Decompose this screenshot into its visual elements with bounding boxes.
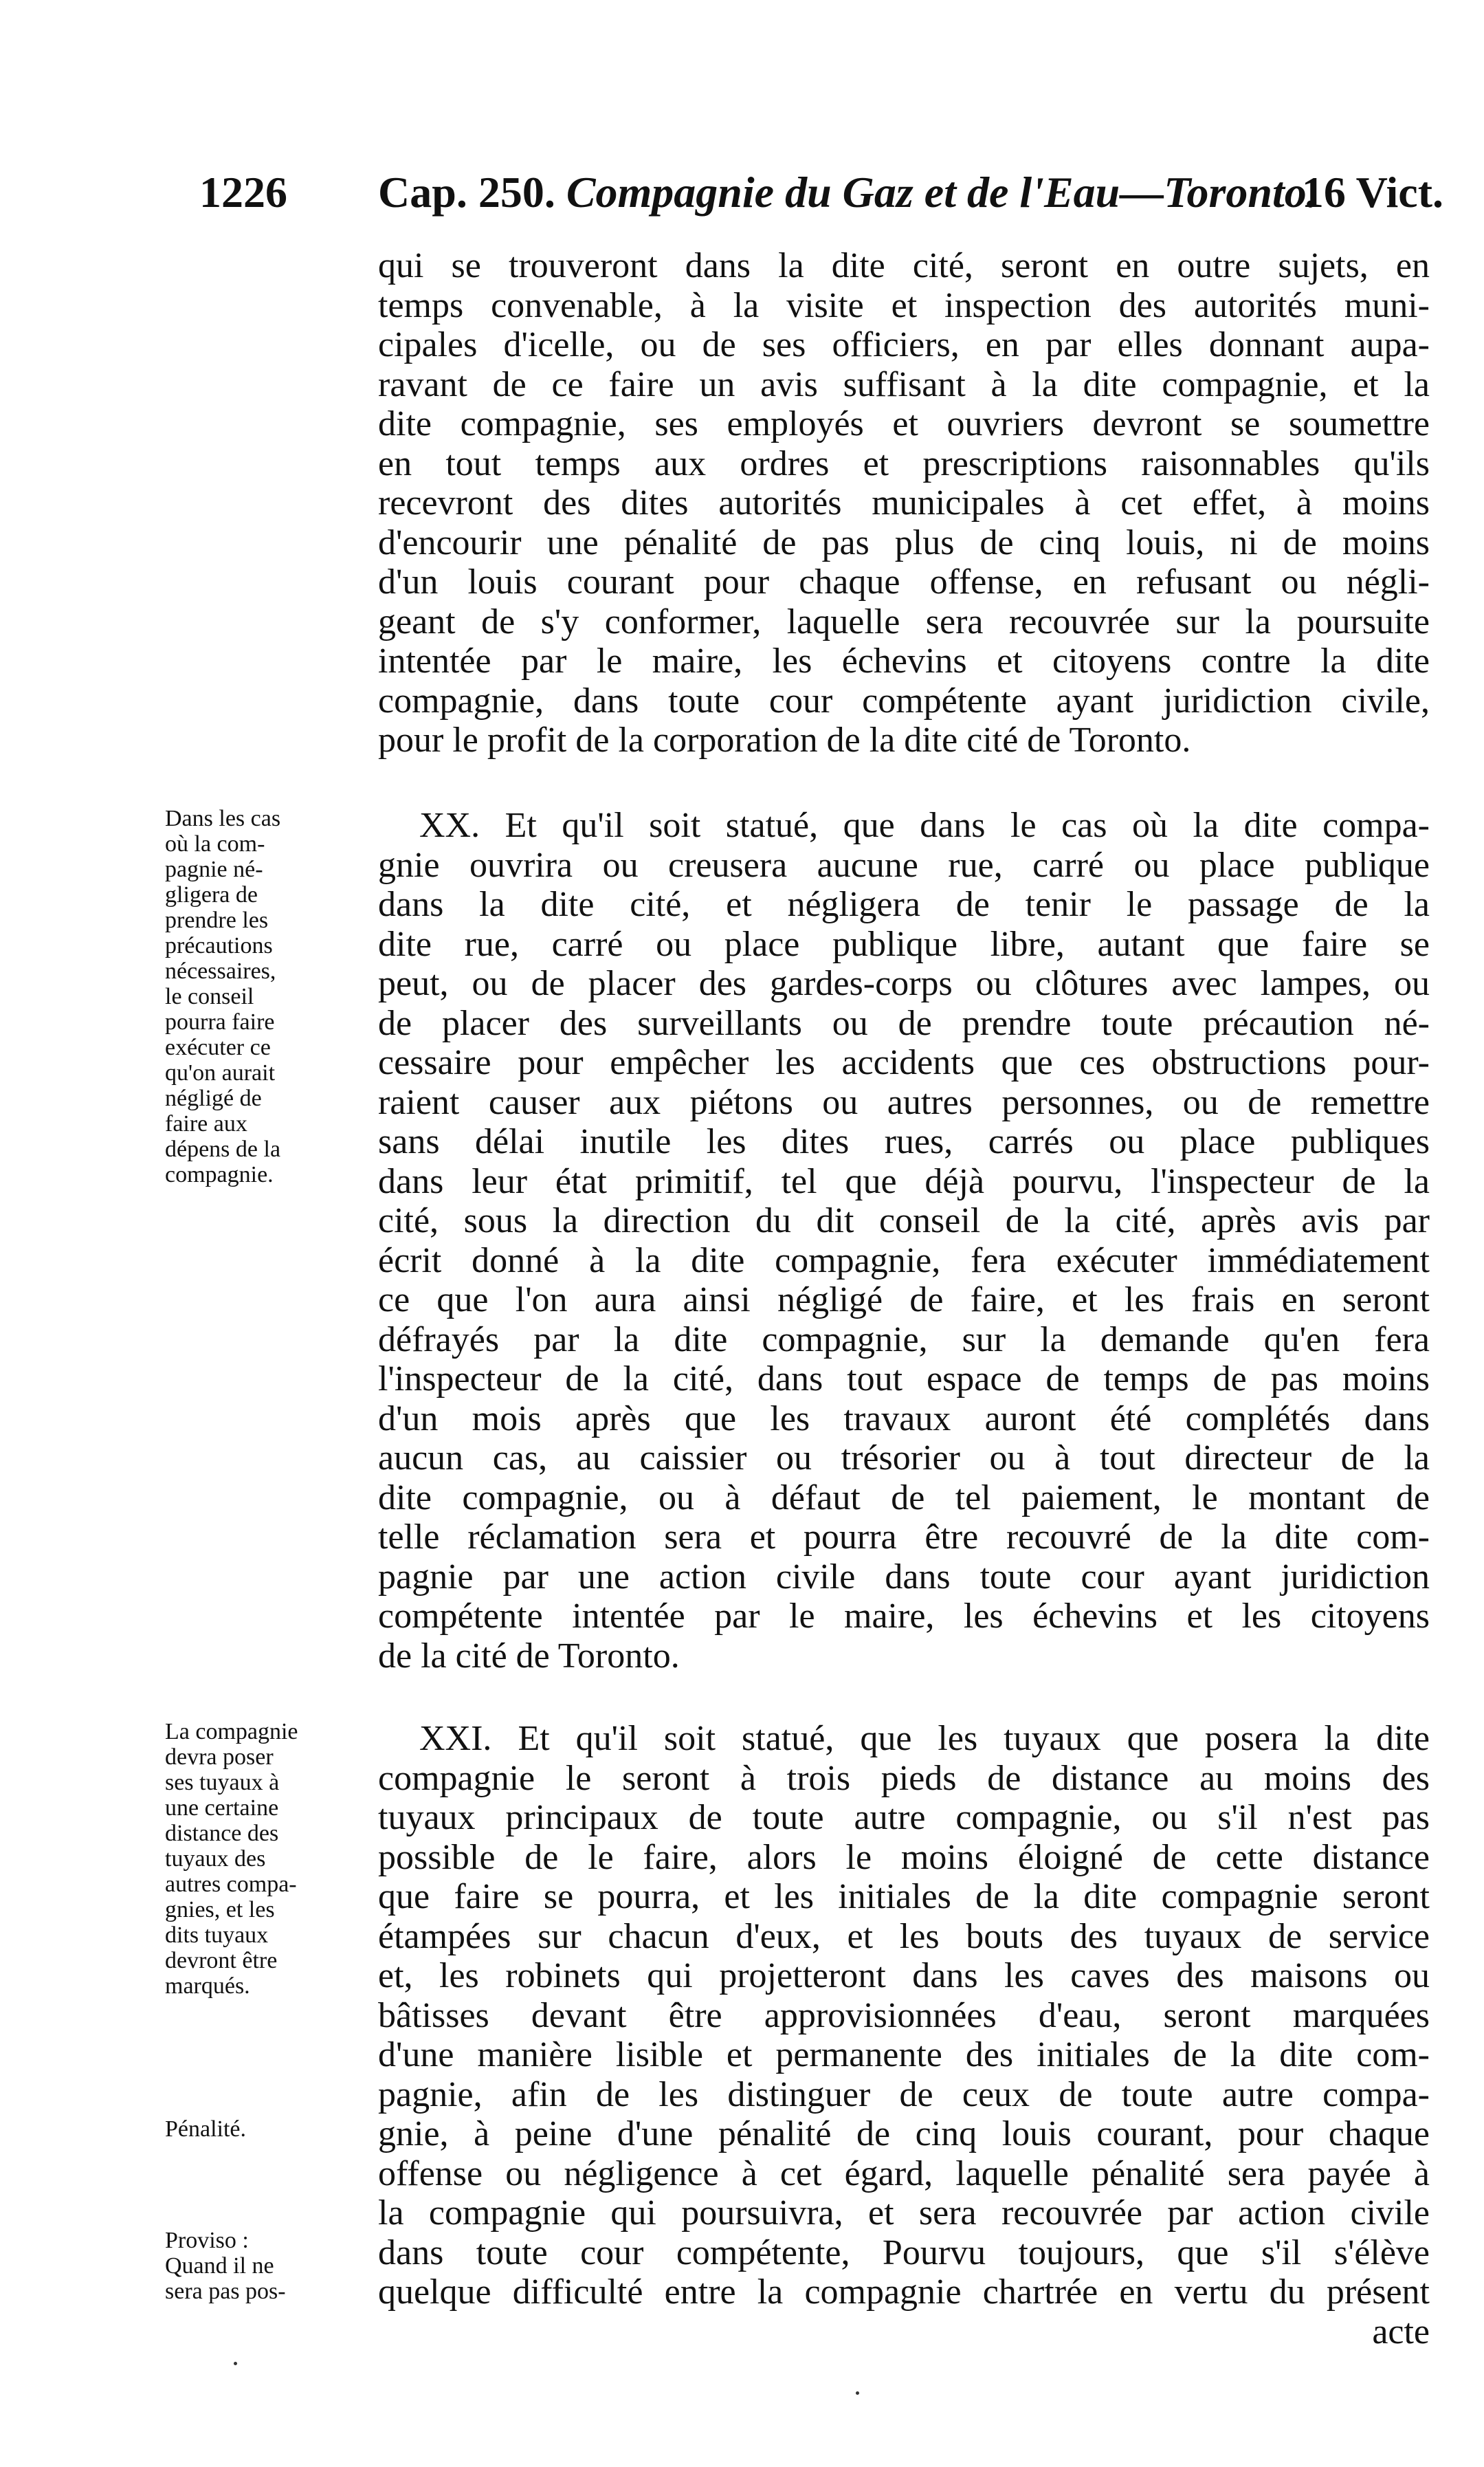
text-line: dans leur état primitif, tel que déjà pourvu, l'inspecteur de la — [378, 1161, 1430, 1201]
text-line: gnie ouvrira ou creusera aucune rue, carré ou place publique — [378, 845, 1430, 885]
text-line: sans délai inutile les dites rues, carrés ou place publiques — [378, 1122, 1430, 1161]
page-number: 1226 — [199, 168, 287, 217]
note-line: qu'on aurait — [165, 1060, 276, 1086]
note-line: dépens de la — [165, 1137, 281, 1162]
reign-label: 16 Vict. — [1301, 168, 1443, 217]
text-line: de placer des surveillants ou de prendre toute précaution né- — [378, 1003, 1430, 1043]
text-line: ravant de ce faire un avis suffisant à la dite compagnie, et la — [378, 364, 1430, 404]
note-line: où la com- — [165, 831, 265, 857]
text-line: écrit donné à la dite compagnie, fera exécuter immédiatement — [378, 1240, 1430, 1280]
text-line: qui se trouveront dans la dite cité, seront en outre sujets, en — [378, 246, 1430, 285]
text-line: aucun cas, au caissier ou trésorier ou à tout directeur de la — [378, 1438, 1430, 1478]
text-line: ce que l'on aura ainsi négligé de faire, et les frais en seront — [378, 1280, 1430, 1319]
text-line: raient causer aux piétons ou autres personnes, ou de remettre — [378, 1082, 1430, 1122]
marginal-note-xxi — [165, 1719, 364, 1999]
note-line: faire aux — [165, 1111, 247, 1137]
note-line: Proviso : — [165, 2228, 249, 2253]
text-line: recevront des dites autorités municipales à cet effet, à moins — [378, 483, 1430, 523]
note-line: tuyaux des — [165, 1846, 266, 1872]
note-line: exécuter ce — [165, 1035, 271, 1060]
penalty-note — [165, 2116, 364, 2142]
text-line: compagnie, dans toute cour compétente ayant juridiction civile, — [378, 681, 1430, 721]
note-line: gligera de — [165, 882, 258, 908]
section-number: XXI. — [419, 1719, 492, 1758]
section-xxi — [378, 1719, 1430, 2351]
text-line: dans toute cour compétente, Pourvu toujours, que s'il s'élève — [378, 2233, 1430, 2272]
note-line: Pénalité. — [165, 2116, 247, 2142]
text-line: quelque difficulté entre la compagnie chartrée en vertu du présent — [378, 2272, 1430, 2312]
text-line: intentée par le maire, les échevins et citoyens contre la dite — [378, 642, 1430, 681]
text-line: étampées sur chacun d'eux, et les bouts des tuyaux de service — [378, 1916, 1430, 1956]
note-line: autres compa- — [165, 1872, 297, 1897]
text-line: offense ou négligence à cet égard, laquelle pénalité sera payée à — [378, 2153, 1430, 2193]
text-line: et, les robinets qui projetteront dans les caves des maisons ou — [378, 1956, 1430, 1995]
text-line: pagnie par une action civile dans toute cour ayant juridiction — [378, 1557, 1430, 1597]
text-line: défrayés par la dite compagnie, sur la demande qu'en fera — [378, 1319, 1430, 1359]
note-line: ses tuyaux à — [165, 1770, 280, 1795]
text-line: tuyaux principaux de toute autre compagnie, ou s'il n'est pas — [378, 1798, 1430, 1837]
text-line: cité, sous la direction du dit conseil de la cité, après avis par — [378, 1201, 1430, 1240]
note-line: La compagnie — [165, 1719, 298, 1744]
text-line: la compagnie qui poursuivra, et sera recouvrée par action civile — [378, 2193, 1430, 2233]
text-line: que faire se pourra, et les initiales de la dite compagnie seront — [378, 1877, 1430, 1916]
note-line: devra poser — [165, 1744, 274, 1770]
note-line: Quand il ne — [165, 2253, 274, 2279]
print-speck — [234, 2362, 237, 2365]
chapter-label: Cap. 250. — [378, 168, 555, 217]
text-line: cessaire pour empêcher les accidents que ces obstructions pour- — [378, 1043, 1430, 1082]
text-line: pour le profit de la corporation de la dite cité de Toronto. — [378, 721, 1191, 760]
note-line: sera pas pos- — [165, 2279, 286, 2304]
note-line: négligé de — [165, 1086, 262, 1111]
text-line: d'un louis courant pour chaque offense, en refusant ou négli- — [378, 562, 1430, 602]
proviso-note — [165, 2228, 364, 2304]
text-line: cipales d'icelle, ou de ses officiers, en par elles donnant aupa- — [378, 325, 1430, 364]
text-span: Et qu'il soit statué, que dans le cas où la dite compa- — [505, 806, 1430, 845]
continuation-paragraph — [378, 246, 1430, 760]
note-line: Dans les cas — [165, 806, 281, 831]
note-line: nécessaires, — [165, 958, 276, 984]
text-line: geant de s'y conformer, laquelle sera recouvrée sur la poursuite — [378, 602, 1430, 642]
text-line: possible de le faire, alors le moins éloigné de cette distance — [378, 1837, 1430, 1877]
text-line: temps convenable, à la visite et inspection des autorités muni- — [378, 285, 1430, 325]
text-line: d'un mois après que les travaux auront été complétés dans — [378, 1399, 1430, 1438]
act-title: Compagnie du Gaz et de l'Eau—Toronto. — [566, 168, 1318, 217]
text-line: compagnie le seront à trois pieds de distance au moins des — [378, 1758, 1430, 1798]
text-line: dite compagnie, ou à défaut de tel paiement, le montant de — [378, 1478, 1430, 1517]
text-line: dans la dite cité, et négligera de tenir le passage de la — [378, 885, 1430, 924]
note-line: gnies, et les — [165, 1897, 275, 1922]
section-number: XX. — [419, 806, 480, 845]
text-line: bâtisses devant être approvisionnées d'eau, seront marquées — [378, 1995, 1430, 2035]
running-header — [199, 165, 1443, 220]
note-line: compagnie. — [165, 1162, 274, 1187]
text-line: compétente intentée par le maire, les échevins et les citoyens — [378, 1597, 1430, 1636]
note-line: distance des — [165, 1821, 279, 1846]
note-line: pourra faire — [165, 1009, 275, 1035]
text-line: d'encourir une pénalité de pas plus de cinq louis, ni de moins — [378, 523, 1430, 562]
text-line: gnie, à peine d'une pénalité de cinq louis courant, pour chaque — [378, 2114, 1430, 2153]
note-line: devront être — [165, 1948, 278, 1973]
note-line: marqués. — [165, 1973, 250, 1999]
text-line: pagnie, afin de les distinguer de ceux de toute autre compa- — [378, 2074, 1430, 2114]
running-title — [378, 165, 1318, 220]
note-line: dits tuyaux — [165, 1922, 269, 1948]
text-line: d'une manière lisible et permanente des initiales de la dite com- — [378, 2035, 1430, 2074]
text-line: peut, ou de placer des gardes-corps ou clôtures avec lampes, ou — [378, 964, 1430, 1003]
print-speck — [856, 2391, 859, 2395]
note-line: pagnie né- — [165, 857, 263, 882]
note-line: une certaine — [165, 1795, 279, 1821]
text-line: telle réclamation sera et pourra être recouvré de la dite com- — [378, 1517, 1430, 1557]
text-line: de la cité de Toronto. — [378, 1636, 680, 1676]
catchword: acte — [1372, 2312, 1430, 2351]
text-span: Et qu'il soit statué, que les tuyaux que posera la dite — [518, 1719, 1430, 1758]
section-xx — [378, 806, 1430, 1676]
note-line: précautions — [165, 933, 273, 958]
text-line: dite compagnie, ses employés et ouvriers devront se soumettre — [378, 404, 1430, 443]
text-line — [378, 1719, 1430, 1759]
text-line: dite rue, carré ou place publique libre, autant que faire se — [378, 924, 1430, 964]
text-line: en tout temps aux ordres et prescriptions raisonnables qu'ils — [378, 443, 1430, 483]
text-line: l'inspecteur de la cité, dans tout espace de temps de pas moins — [378, 1359, 1430, 1399]
text-line — [378, 806, 1430, 846]
marginal-note-xx — [165, 806, 364, 1187]
note-line: le conseil — [165, 984, 254, 1009]
note-line: prendre les — [165, 908, 269, 933]
